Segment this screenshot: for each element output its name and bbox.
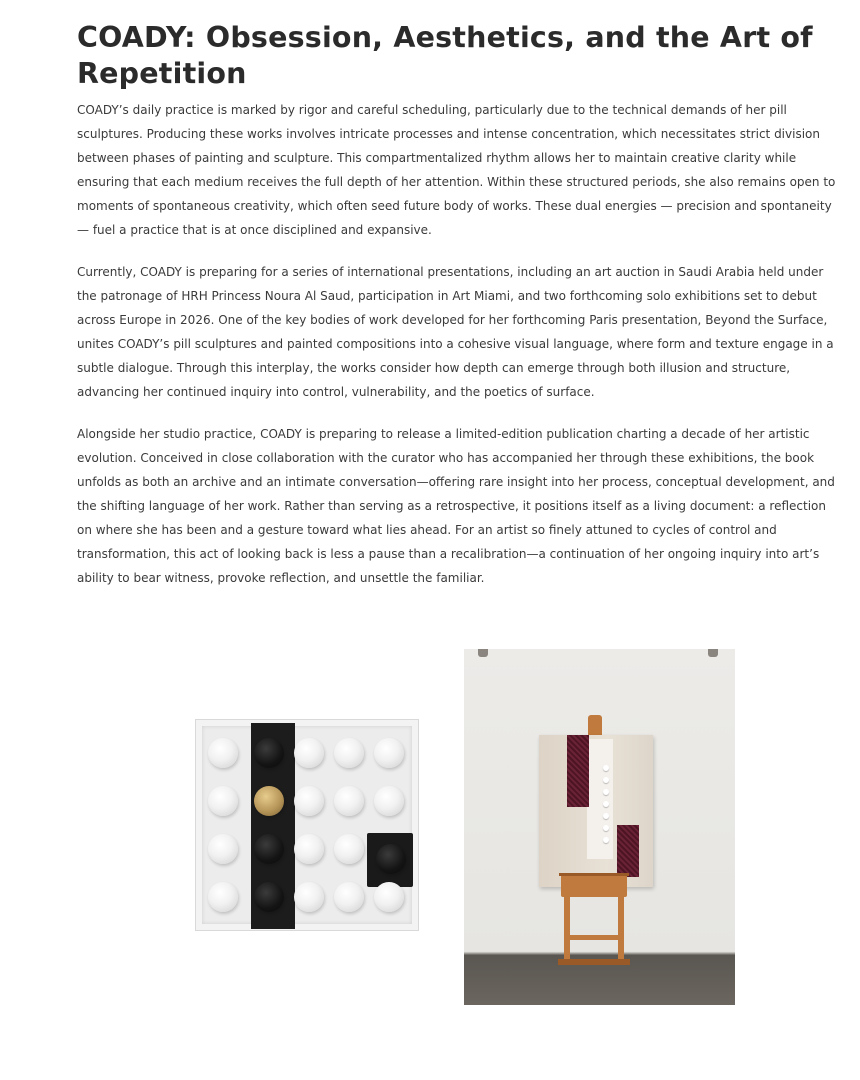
- maroon-strip-top: [567, 735, 589, 807]
- pill: [334, 738, 364, 768]
- maroon-strip-bottom: [617, 825, 639, 877]
- pill-dark: [376, 844, 406, 874]
- pill: [374, 738, 404, 768]
- pill-dot: [603, 789, 609, 795]
- pill: [294, 738, 324, 768]
- easel-crossbar: [564, 935, 624, 940]
- pill: [208, 738, 238, 768]
- article-paragraph-3: Alongside her studio practice, COADY is preparing to release a limited-edition publication charting a decade of her artistic evolution. Conceived in close collaboration with the curator who has accompanied her through these exhibitions, the book unfolds as both an archive and an intimate conversation—offering rare insight into her process, conceptual development, and the shifting language of her work. Rather than serving as a retrospective, it positions itself as a living document: a reflection on where she has been and a gesture toward what lies ahead. For an artist so finely attuned to cycles of control and transformation, this act of looking back is less a pause than a recalibration—a continuation of her ongoing inquiry into art’s ability to bear witness, provoke reflection, and unsettle the familiar.: [77, 427, 835, 585]
- article-title: COADY: Obsession, Aesthetics, and the Art of Repetition: [77, 21, 813, 90]
- pill-dark: [254, 882, 284, 912]
- pill: [208, 834, 238, 864]
- easel-leg-right: [618, 897, 624, 963]
- pill-gold: [254, 786, 284, 816]
- article-paragraph-1: COADY’s daily practice is marked by rigor and careful scheduling, particularly due to the technical demands of her pill sculptures. Producing these works involves intricate processes and intense concentration, which necessitates strict division between phases of painting and sculpture. This compartmentalized rhythm allows her to maintain creative clarity while ensuring that each medium receives the full depth of her attention. Within these structured periods, she also remains open to moments of spontaneous creativity, which often seed future body of works. These dual energies — precision and spontaneity — fuel a practice that is at once disciplined and expansive.: [77, 103, 836, 237]
- pill-dark: [254, 738, 284, 768]
- easel-shelf: [559, 873, 629, 876]
- pill: [374, 882, 404, 912]
- pill-dot: [603, 765, 609, 771]
- artwork-pill-grid-image: [195, 719, 419, 931]
- pill-dot: [603, 825, 609, 831]
- ceiling-light: [478, 649, 488, 657]
- easel-base: [558, 959, 630, 965]
- ceiling-light: [708, 649, 718, 657]
- easel-leg-left: [564, 897, 570, 963]
- painting-canvas: [539, 735, 653, 887]
- pill-dot: [603, 777, 609, 783]
- pill-dark: [254, 834, 284, 864]
- pill-grid: [206, 736, 406, 914]
- article-paragraph-2: Currently, COADY is preparing for a series of international presentations, including an art auction in Saudi Arabia held under the patronage of HRH Princess Noura Al Saud, participation in Art Miami, and two forthcoming solo exhibitions set to debut across Europe in 2026. One of the key bodies of work developed for her forthcoming Paris presentation, Beyond the Surface, unites COADY’s pill sculptures and painted compositions into a cohesive visual language, where form and texture engage in a subtle dialogue. Through this interplay, the works consider how depth can emerge through both illusion and structure, advancing her continued inquiry into control, vulnerability, and the poetics of surface.: [77, 265, 834, 399]
- pill-dot: [603, 813, 609, 819]
- pill-dot: [603, 801, 609, 807]
- pill-dot: [603, 837, 609, 843]
- easel-drawer: [561, 875, 627, 897]
- pill: [294, 786, 324, 816]
- pill: [208, 882, 238, 912]
- pill: [374, 786, 404, 816]
- white-texture: [587, 739, 613, 859]
- pill: [294, 834, 324, 864]
- pill: [334, 882, 364, 912]
- pill: [294, 882, 324, 912]
- artwork-easel-photo: [464, 649, 735, 1005]
- pill: [334, 834, 364, 864]
- pill: [208, 786, 238, 816]
- article: [77, 20, 837, 608]
- pill: [334, 786, 364, 816]
